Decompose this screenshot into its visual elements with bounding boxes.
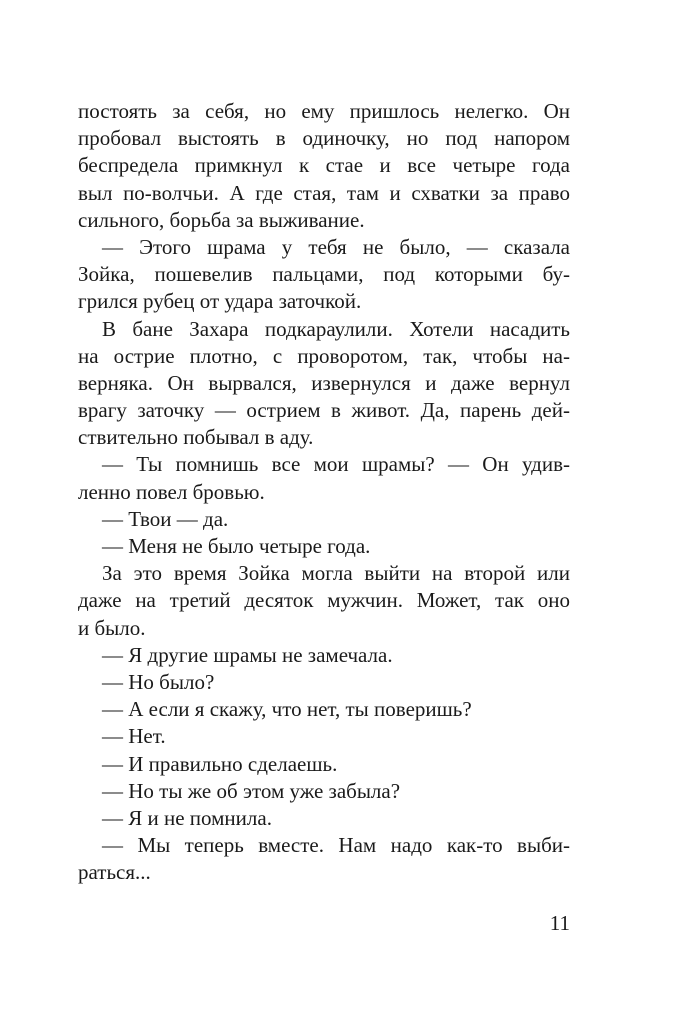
- text-line: раться...: [78, 860, 151, 885]
- text-line: и было.: [78, 615, 146, 640]
- text-line: — И правильно сделаешь.: [102, 751, 338, 776]
- text-line: — А если я скажу, что нет, ты поверишь?: [102, 697, 472, 722]
- text-line: грился рубец от удара заточкой.: [78, 289, 362, 314]
- text-line: на острие плотно, с проворотом, так, чтобы на-: [78, 343, 570, 368]
- text-line: — Ты помнишь все мои шрамы? — Он удив-: [102, 452, 570, 477]
- text-line: беспредела примкнул к стае и все четыре года: [78, 153, 570, 178]
- text-line: За это время Зойка могла выйти на второй или: [102, 561, 570, 586]
- text-line: верняка. Он вырвался, извернулся и даже вернул: [78, 370, 570, 395]
- text-line: — Нет.: [102, 724, 166, 749]
- text-line: — Я другие шрамы не замечала.: [102, 642, 393, 667]
- text-line: — Но ты же об этом уже забыла?: [102, 778, 401, 803]
- text-line: — Мы теперь вместе. Нам надо как-то выби-: [102, 833, 570, 858]
- text-line: Зойка, пошевелив пальцами, под которыми бу-: [78, 262, 570, 287]
- text-line: В бане Захара подкараулили. Хотели насадить: [102, 316, 570, 341]
- text-line: пробовал выстоять в одиночку, но под напором: [78, 126, 570, 151]
- text-line: ленно повел бровью.: [78, 479, 265, 504]
- text-line: выл по-волчьи. А где стая, там и схватки за право: [78, 180, 570, 205]
- text-line: ствительно побывал в аду.: [78, 425, 314, 450]
- text-line: — Меня не было четыре года.: [102, 534, 371, 558]
- body-text: [78, 98, 570, 886]
- text-line: — Твои — да.: [102, 506, 229, 531]
- text-line: даже на третий десяток мужчин. Может, так оно: [78, 588, 570, 613]
- text-line: сильного, борьба за выживание.: [78, 207, 365, 232]
- text-line: — Я и не помнила.: [102, 805, 272, 830]
- page-number: 11: [549, 911, 570, 935]
- text-line: — Но было?: [102, 669, 215, 694]
- text-line: — Этого шрама у тебя не было, — сказала: [102, 234, 570, 259]
- text-line: врагу заточку — острием в живот. Да, парень дей-: [78, 398, 570, 423]
- text-line: постоять за себя, но ему пришлось нелегко. Он: [78, 99, 570, 123]
